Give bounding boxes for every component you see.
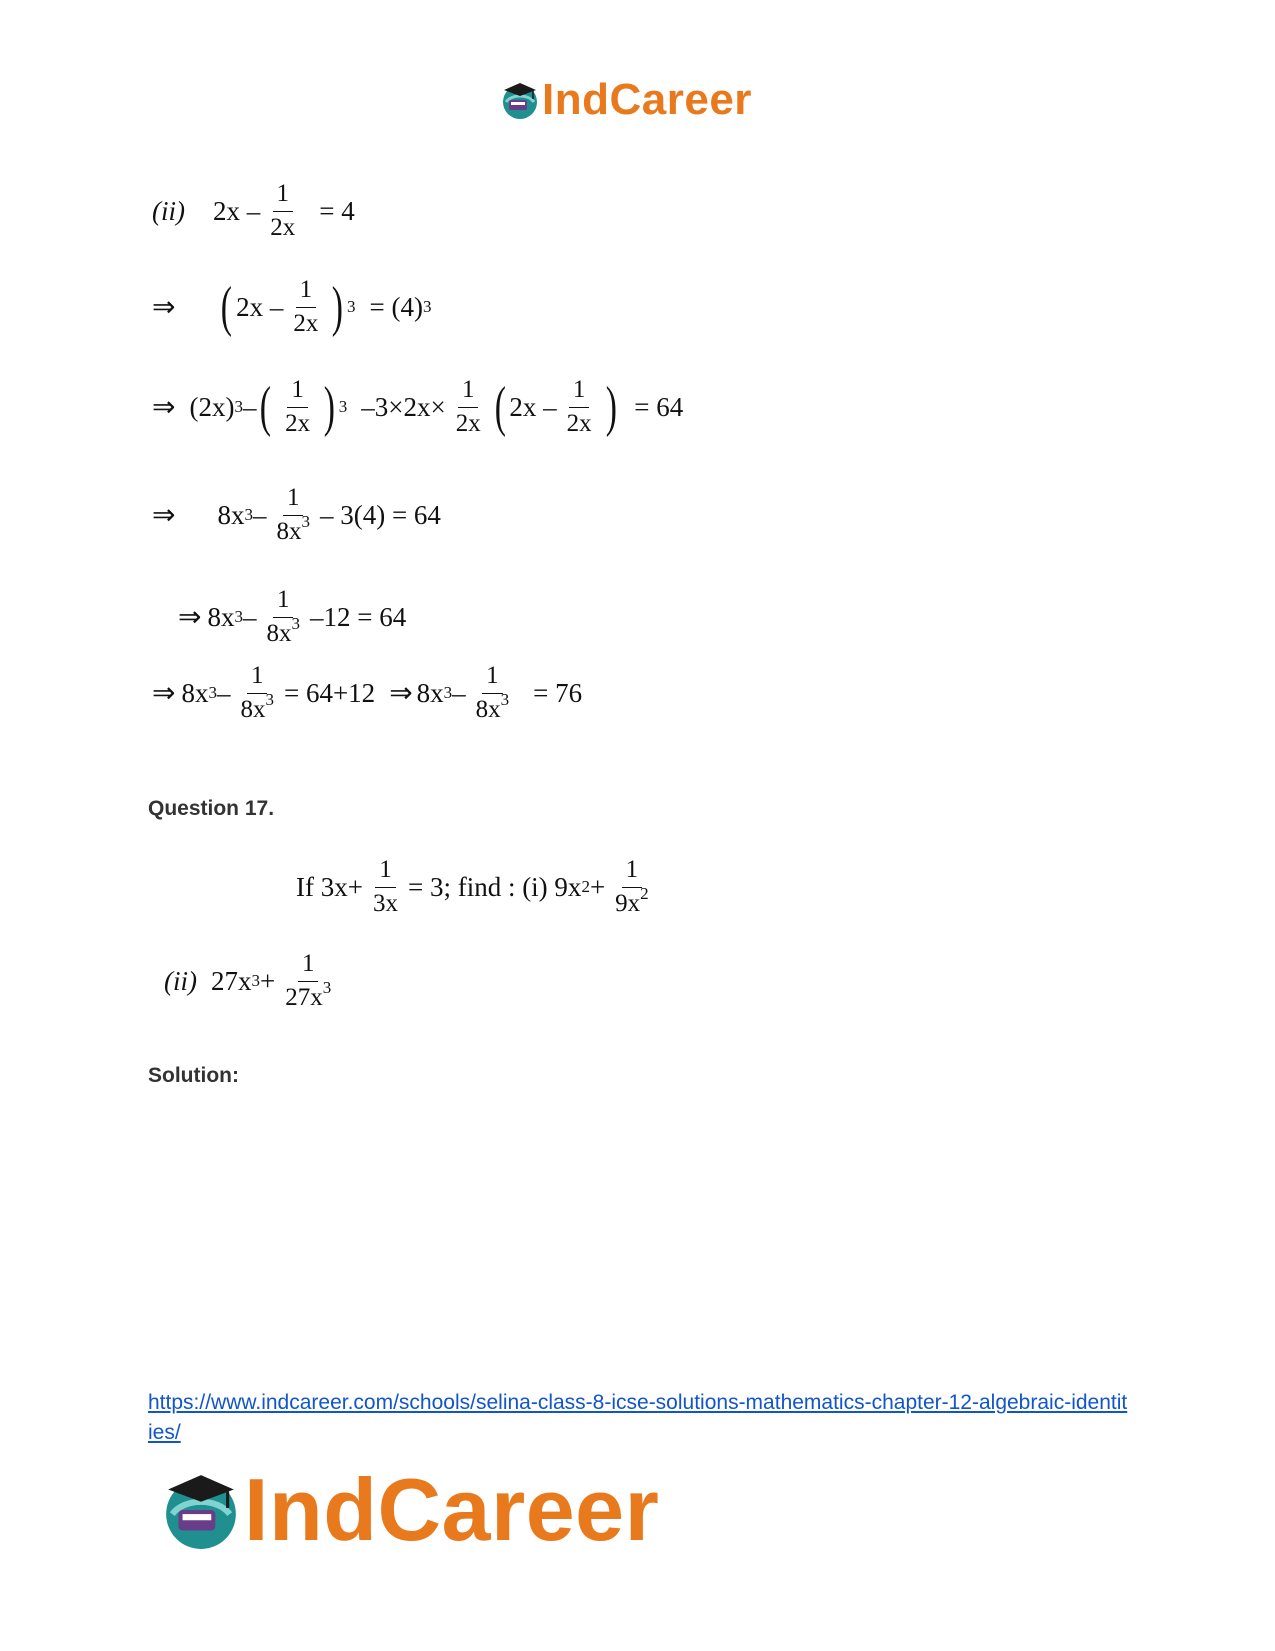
question-line-2: (ii) 27x 3 + $\frac{1}{27x^3}$ [164,950,341,1013]
brand-name: IndCareer [542,75,752,124]
term: – 3(4) = 64 [319,499,441,530]
fraction [452,376,485,439]
operator: – [452,677,466,708]
brand-name: IndCareer [244,1460,660,1559]
numerator: 1 [458,376,479,408]
denominator: 3x [372,889,398,917]
operator: – [216,677,231,708]
denominator: 2x [566,409,592,437]
denominator-base: 27x [285,983,323,1011]
term: 27x [211,965,252,996]
denominator-base: 8x [240,695,266,723]
term: 8x [207,601,235,632]
operator: – [242,391,257,422]
term: (2x) [189,391,235,422]
term: 8x [181,677,209,708]
source-link[interactable]: https://www.indcareer.com/schools/selina-class-8-icse-solutions-mathematics-chapter-12-algebraic-identities/ [148,1391,1128,1444]
fraction [563,376,596,439]
numerator: 1 [247,662,268,694]
globe-graduation-cap-icon [500,80,540,120]
numerator: 1 [296,276,317,308]
math-line-5: ⇒ 8x 3 – $\frac{1}{8x^3}$ –12 = 64 [178,586,407,647]
denominator [262,613,304,649]
right-paren: ) [323,376,336,439]
numerator: 1 [375,856,396,888]
operator: – [252,499,267,530]
numerator: 1 [273,180,294,212]
part-label: (ii) [164,965,197,996]
term: 8x [416,677,444,708]
denominator: 2x [293,309,319,337]
implies-icon: ⇒ [152,500,176,532]
denominator [611,883,653,919]
implies-icon: ⇒ [152,292,176,324]
denominator [281,977,335,1013]
rhs: = 4 [319,195,355,226]
rhs: = (4) [369,291,423,322]
operator: + [589,871,606,902]
math-line-6: ⇒ 8x 3 – $\frac{1}{8x^3}$ = 64+12 ⇒ 8x 3 – $\frac{1}{8x^3}$ = 76 [152,662,583,723]
fraction [472,662,514,725]
numerator: 1 [482,662,503,694]
numerator: 1 [298,950,319,982]
implies-icon: ⇒ [152,678,176,710]
denominator: 2x [270,213,296,241]
fraction [281,950,335,1013]
denominator-base: 9x [615,889,641,917]
right-paren: ) [605,376,617,439]
rhs: = 64 [634,391,684,422]
term: 2x – [509,391,557,422]
operator: + [260,965,276,996]
term: 2x – [213,195,261,226]
operator: – [242,601,257,632]
math-line-3: ⇒ (2x) 3 – ( $\frac{1}{2x}$ ) 3 –3×2x× $\frac{1}{2x}$ ( 2x – $\frac{1}{2x}$ ) = 64 [152,376,684,439]
implies-icon: ⇒ [178,602,202,634]
denominator-base: 8x [276,517,302,545]
term: If 3x+ [296,871,363,902]
fraction [266,180,299,243]
term: = 3; find : (i) 9x [407,871,582,902]
exponent: 3 [265,689,274,709]
right-paren: ) [332,276,344,339]
denominator [472,689,514,725]
math-line-4: ⇒ 8x 3 – $\frac{1}{8x^3}$ – 3(4) = 64 [152,484,441,545]
question-heading: Question 17. [148,797,275,820]
numerator: 1 [569,376,590,408]
exponent: 3 [322,977,332,997]
implies-icon: ⇒ [389,678,413,710]
term: –3×2x× [361,391,446,422]
math-line-1 [152,180,355,243]
exponent: 3 [500,689,510,709]
left-paren: ( [494,376,506,439]
numerator: 1 [622,856,643,888]
denominator: 2x [455,409,481,437]
fraction [262,586,304,649]
fraction [611,856,653,919]
term: –12 = 64 [309,601,407,632]
solution-heading: Solution: [148,1064,239,1087]
denominator [272,511,314,547]
exponent: 3 [291,613,300,633]
part-label: (ii) [152,195,185,226]
fraction [281,376,314,439]
numerator: 1 [287,376,308,408]
numerator: 1 [283,484,304,516]
exponent: 2 [640,883,649,903]
denominator-base: 8x [475,695,501,723]
denominator [236,689,278,725]
exponent: 3 [301,511,310,531]
fraction [369,856,402,919]
denominator-base: 8x [266,619,292,647]
rhs: = 76 [533,677,583,708]
globe-graduation-cap-icon [160,1469,242,1551]
term: 2x – [236,291,284,322]
left-paren: ( [260,376,272,439]
implies-icon: ⇒ [152,392,176,424]
fraction [272,484,314,547]
footer-logo [160,1460,660,1559]
denominator: 2x [285,409,311,437]
left-paren: ( [221,276,233,339]
term: = 64+12 [283,677,376,708]
fraction [236,662,278,725]
math-line-2: ⇒ ( 2x – $\frac{1}{2x}$ ) 3 = (4) 3 [152,276,432,339]
header-logo [500,75,752,124]
question-line-1: If 3x+ $\frac{1}{3x}$ = 3; find : (i) 9x 2 + $\frac{1}{9x^2}$ [296,856,659,919]
term: 8x [217,499,245,530]
fraction [289,276,322,339]
numerator: 1 [273,586,294,618]
